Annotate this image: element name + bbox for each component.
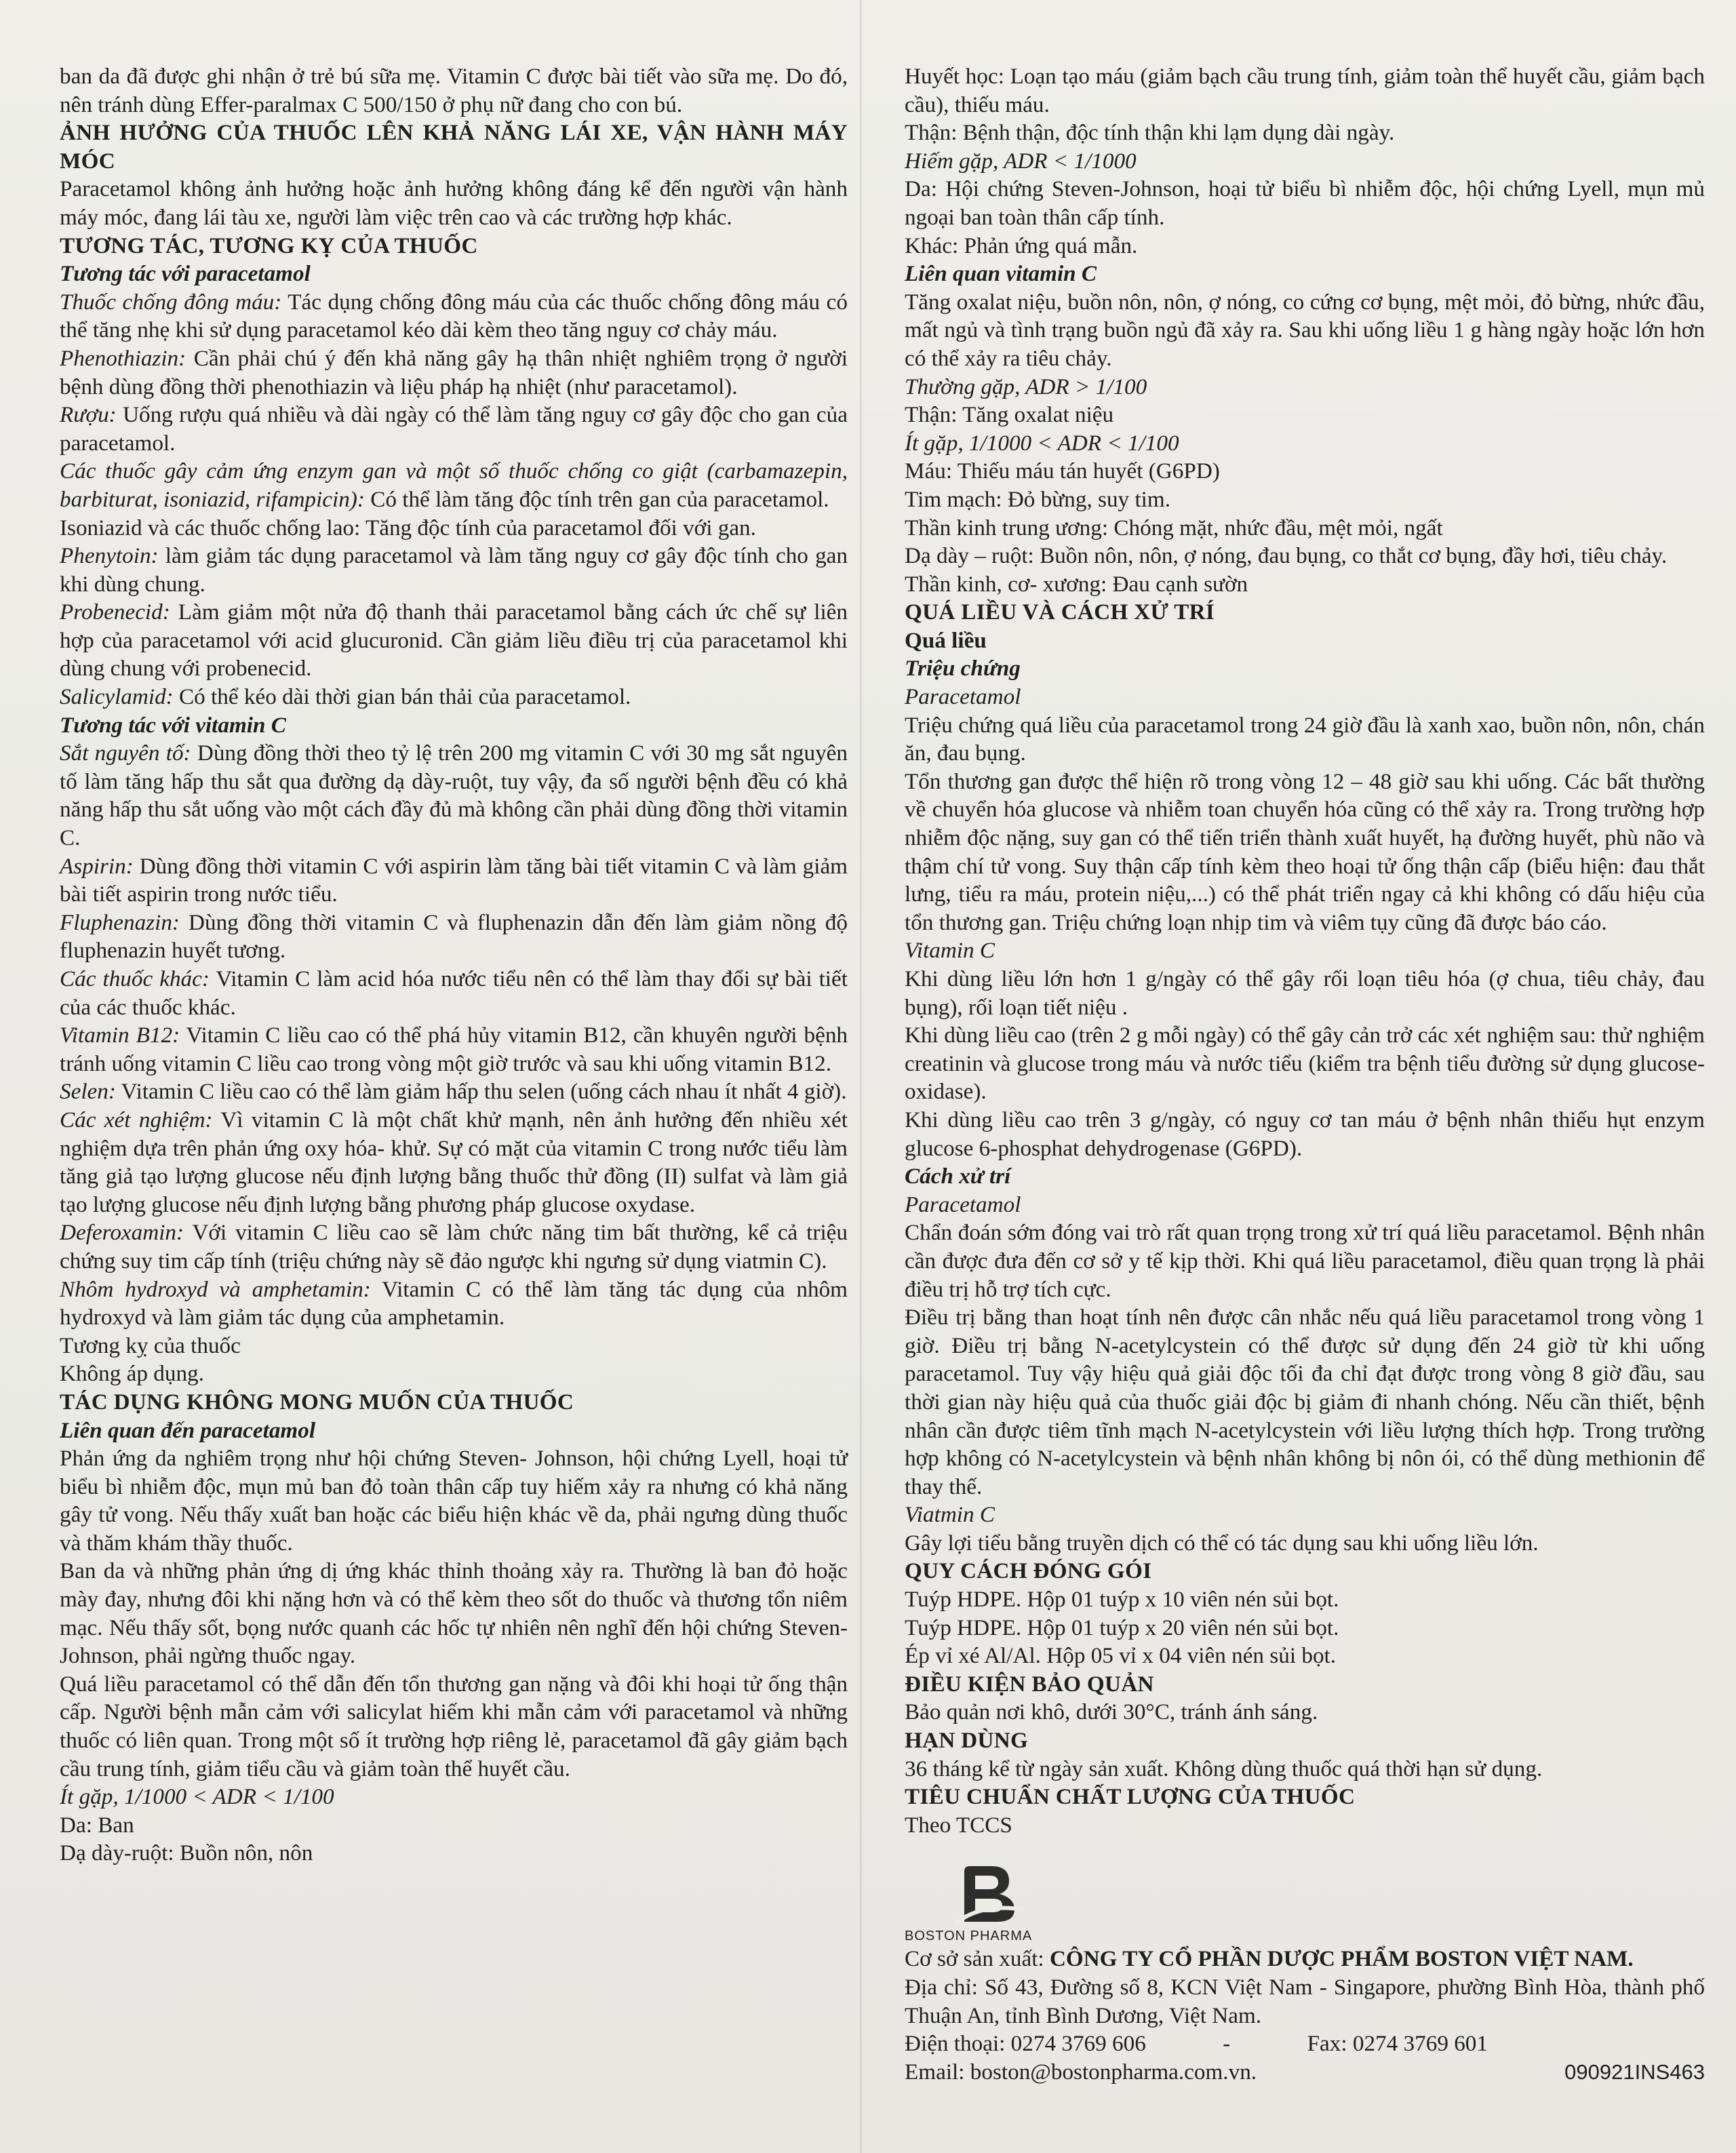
phone-fax-row [905, 2030, 1488, 2058]
interaction-item [60, 683, 848, 711]
interaction-item [60, 401, 848, 457]
overdose-paragraph: Tổn thương gan được thể hiện rõ trong vòng 12 – 48 giờ sau khi uống. Các bất thường về chuyển hóa glucose và nhiễm toan chuyển hóa cũng có thể xảy ra. Trong trường hợp nhiễm độc nặng, suy gan có thể tiến triển thành xuất huyết, hạ đường huyết, phù não và thậm chí tử vong. Suy thận cấp tính kèm theo hoại tử ống thận cấp (biểu hiện: đau thắt lưng, tiểu ra máu, protein niệu,...) có thể phát triển ngay cả khi không có dấu hiệu của tổn thương gan. Triệu chứng loạn nhịp tim và viêm tụy cũng đã được báo cáo. [905, 768, 1705, 935]
adverse-paragraph: Phản ứng da nghiêm trọng như hội chứng Steven- Johnson, hội chứng Lyell, hoại tử biểu bì nhiễm độc, mụn mủ ban đỏ toàn thân cấp tuy hiếm xảy ra nhưng có khả năng gây tử vong. Nếu thấy xuất ban hoặc các biểu hiện khác về da, phải ngưng dùng thuốc và thăm khám thầy thuốc. [60, 1446, 848, 1556]
storage-heading: ĐIỀU KIỆN BẢO QUẢN [905, 1671, 1154, 1697]
interaction-label: Fluphenazin: [60, 909, 180, 935]
interaction-item [60, 288, 848, 344]
treatment-paragraph: Gây lợi tiểu bằng truyền dịch có thể có tác dụng sau khi uống liều lớn. [905, 1530, 1539, 1556]
left-column [60, 62, 848, 1868]
adverse-paragraph: Ban da và những phản ứng dị ứng khác thỉnh thoảng xảy ra. Thường là ban đỏ hoặc mày đay, nhưng đôi khi nặng hơn và có thể kèm theo sốt do thuốc và thương tổn niêm mạc. Nếu thấy sốt, bọng nước quanh các hốc tự nhiên nên nghĩ đến hội chứng Steven-Johnson, phải ngừng thuốc ngay. [60, 1558, 848, 1669]
overdose-paragraph: Khi dùng liều cao trên 3 g/ngày, có nguy cơ tan máu ở bệnh nhân thiếu hụt enzym glucose 6-phosphat dehydrogenase (G6PD). [905, 1107, 1705, 1161]
frequency-uncommon: Ít gặp, 1/1000 < ADR < 1/100 [905, 430, 1179, 456]
interaction-text: Vitamin C liều cao có thể làm giảm hấp thu selen (uống cách nhau ít nhất 4 giờ). [115, 1079, 847, 1105]
interaction-heading: TƯƠNG TÁC, TƯƠNG KỴ CỦA THUỐC [60, 233, 478, 258]
boston-pharma-logo-icon [952, 1862, 1027, 1927]
interaction-label: Aspirin: [60, 853, 134, 879]
interaction-text: Có thể làm tăng độc tính trên gan của paracetamol. [364, 486, 829, 512]
interaction-text: Vitamin C liều cao có thể phá hủy vitamin B12, cần khuyên người bệnh tránh uống vitamin C liều cao trong vòng một giờ trước và sau khi uống vitamin B12. [60, 1023, 848, 1076]
interaction-label: Thuốc chống đông máu: [60, 289, 282, 315]
manufacturer-name: CÔNG TY CỔ PHẦN DƯỢC PHẨM BOSTON VIỆT NAM. [1049, 1946, 1634, 1972]
adverse-paragraph: Quá liều paracetamol có thể dẫn đến tổn thương gan nặng và đôi khi hoại tử ống thận cấp. Người bệnh mẫn cảm với salicylat hiếm khi mẫn cảm với paracetamol và những thuốc có liên quan. Trong một số ít trường hợp riêng lẻ, paracetamol đã gây giảm bạch cầu trung tính, giảm tiểu cầu và giảm toàn thể huyết cầu. [60, 1671, 848, 1781]
overdose-paragraph: Khi dùng liều lớn hơn 1 g/ngày có thể gây rối loạn tiêu hóa (ợ chua, tiêu chảy, đau bụng), rối loạn tiết niệu . [905, 966, 1705, 1020]
adverse-uncommon-item: Máu: Thiếu máu tán huyết (G6PD) [905, 458, 1220, 484]
quality-text: Theo TCCS [905, 1812, 1012, 1838]
interaction-text: Có thể kéo dài thời gian bán thải của paracetamol. [173, 684, 631, 710]
interaction-label: Các thuốc gây cảm ứng enzym gan và một số thuốc chống co giật (carbamazepin, barbiturat, isoniazid, rifampicin): [60, 458, 848, 512]
interaction-text: Vitamin C làm acid hóa nước tiểu nên có thể làm thay đổi sự bài tiết của các thuốc khác. [60, 966, 848, 1020]
adverse-rare-other: Khác: Phản ứng quá mẫn. [905, 233, 1138, 258]
vitamin-c-adverse-subheading: Liên quan vitamin C [905, 261, 1097, 287]
adverse-uncommon-item: Thần kinh, cơ- xương: Đau cạnh sườn [905, 571, 1248, 597]
interaction-label: Deferoxamin: [60, 1220, 184, 1246]
interaction-label: Vitamin B12: [60, 1023, 180, 1048]
interaction-label: Probenecid: [60, 599, 170, 625]
frequency-uncommon: Ít gặp, 1/1000 < ADR < 1/100 [60, 1784, 334, 1810]
treatment-paragraph: Chẩn đoán sớm đóng vai trò rất quan trọng trong xử trí quá liều paracetamol. Bệnh nhân cần được đưa đến cơ sở y tế kịp thời. Khi quá liều paracetamol, điều quan trọng là phải điều trị hỗ trợ tích cực. [905, 1220, 1705, 1302]
overdose-paragraph: Triệu chứng quá liều của paracetamol trong 24 giờ đầu là xanh xao, buồn nôn, nôn, chán ăn, đau bụng. [905, 712, 1705, 766]
paper-fold [860, 0, 862, 2153]
interaction-text: Vì vitamin C là một chất khử mạnh, nên ảnh hưởng đến nhiều xét nghiệm dựa trên phản ứng oxy hóa- khử. Sự có mặt của vitamin C trong nước tiểu làm tăng giả tạo lượng glucose nếu định lượng bằng thuốc thử đồng (II) sulfat và làm giả tạo lượng glucose nếu định lượng bằng phương pháp glucose oxydase. [60, 1107, 848, 1217]
adverse-gi: Dạ dày-ruột: Buồn nôn, nôn [60, 1840, 313, 1866]
driving-heading: ẢNH HƯỞNG CỦA THUỐC LÊN KHẢ NĂNG LÁI XE, VẬN HÀNH MÁY MÓC [60, 120, 848, 174]
intro-text: ban da đã được ghi nhận ở trẻ bú sữa mẹ. Vitamin C được bài tiết vào sữa mẹ. Do đó, nên tránh dùng Effer-paralmax C 500/150 ở phụ nữ đang cho con bú. [60, 64, 848, 117]
storage-text: Bảo quản nơi khô, dưới 30°C, tránh ánh sáng. [905, 1699, 1318, 1725]
document-code: 090921INS463 [1564, 2059, 1705, 2084]
interaction-text: Dùng đồng thời vitamin C và fluphenazin dẫn đến làm giảm nồng độ fluphenazin huyết tương. [60, 909, 848, 964]
interaction-item [60, 739, 848, 852]
interaction-item [60, 1219, 848, 1275]
paracetamol-adverse-subheading: Liên quan đến paracetamol [60, 1417, 316, 1443]
interaction-item [60, 598, 848, 683]
interaction-item [60, 1078, 848, 1106]
interaction-item [60, 514, 848, 542]
frequency-common: Thường gặp, ADR > 1/100 [905, 374, 1147, 399]
adverse-uncommon-item: Thần kinh trung ương: Chóng mặt, nhức đầu, mệt mỏi, ngất [905, 515, 1443, 540]
overdose-label: Quá liều [905, 627, 987, 653]
packaging-item: Tuýp HDPE. Hộp 01 tuýp x 20 viên nén sủi bọt. [905, 1615, 1339, 1640]
driving-text: Paracetamol không ảnh hưởng hoặc ảnh hưởng không đáng kể đến người vận hành máy móc, đang lái tàu xe, người làm việc trên cao và các trường hợp khác. [60, 176, 848, 230]
interaction-label: Các xét nghiệm: [60, 1107, 213, 1132]
adverse-kidney: Thận: Bệnh thận, độc tính thận khi lạm dụng dài ngày. [905, 120, 1395, 146]
separator: - [1223, 2031, 1231, 2057]
vitamin-c-interaction-subheading: Tương tác với vitamin C [60, 712, 286, 738]
interaction-item [60, 1106, 848, 1219]
interaction-text: Uống rượu quá nhiều và dài ngày có thể làm tăng nguy cơ gây độc cho gan của paracetamol. [60, 402, 848, 456]
adverse-uncommon-item: Dạ dày – ruột: Buồn nôn, nôn, ợ nóng, đau bụng, co thắt cơ bụng, đầy hơi, tiêu chảy. [905, 543, 1668, 569]
frequency-rare: Hiếm gặp, ADR < 1/1000 [905, 148, 1137, 174]
manufacturer-label: Cơ sở sản xuất: [905, 1946, 1050, 1972]
interaction-text: làm giảm tác dụng paracetamol và làm tăng nguy cơ gây độc tính cho gan khi dùng chung. [60, 543, 848, 597]
interaction-item [60, 1276, 848, 1332]
phone: Điện thoại: 0274 3769 606 [905, 2031, 1146, 2057]
interaction-text: Với vitamin C liều cao sẽ làm chức năng tim bất thường, kể cả triệu chứng suy tim cấp tính (triệu chứng này sẽ đảo ngược khi ngưng sử dụng viatmin C). [60, 1220, 848, 1273]
interaction-label: Salicylamid: [60, 684, 174, 710]
treatment-vitamin-c-label: Viatmin C [905, 1502, 995, 1528]
interaction-text: Dùng đồng thời vitamin C với aspirin làm tăng bài tiết vitamin C và làm giảm bài tiết aspirin trong nước tiểu. [60, 853, 848, 907]
interaction-label: Phenothiazin: [60, 345, 186, 371]
interaction-label: Sắt nguyên tố: [60, 740, 191, 766]
paracetamol-interaction-subheading: Tương tác với paracetamol [60, 261, 311, 287]
incompatibility-text: Không áp dụng. [60, 1361, 204, 1387]
treatment-subheading: Cách xử trí [905, 1164, 1011, 1189]
paracetamol-label: Paracetamol [905, 684, 1021, 710]
adverse-rare-skin: Da: Hội chứng Steven-Johnson, hoại tử biểu bì nhiễm độc, hội chứng Lyell, mụn mủ ngoại ban toàn thân cấp tính. [905, 176, 1705, 230]
interaction-text: Tác dụng chống đông máu của các thuốc chống đông máu có thể tăng nhẹ khi sử dụng paracetamol kéo dài kèm theo tăng nguy cơ chảy máu. [60, 289, 848, 343]
brand-name: BOSTON PHARMA [905, 1929, 1033, 1944]
adverse-uncommon-item: Tim mạch: Đỏ bừng, suy tim. [905, 486, 1170, 512]
adverse-effects-heading: TÁC DỤNG KHÔNG MONG MUỐN CỦA THUỐC [60, 1389, 574, 1415]
adverse-skin: Da: Ban [60, 1812, 134, 1838]
interaction-item [60, 457, 848, 513]
email-code-row [905, 2058, 1705, 2087]
interaction-item [60, 344, 848, 401]
expiry-heading: HẠN DÙNG [905, 1728, 1029, 1754]
email: Email: boston@bostonpharma.com.vn. [905, 2059, 1257, 2085]
interaction-item [60, 852, 848, 909]
interaction-text: Dùng đồng thời theo tỷ lệ trên 200 mg vitamin C với 30 mg sắt nguyên tố làm tăng hấp thu sắt qua đường dạ dày-ruột, tuy vậy, đa số người bệnh đều có khả năng hấp thu sắt uống vào một cách đầy đủ mà không cần phải dùng đồng thời vitamin C. [60, 740, 848, 851]
packaging-item: Tuýp HDPE. Hộp 01 tuýp x 10 viên nén sủi bọt. [905, 1587, 1339, 1613]
interaction-label: Rượu: [60, 402, 117, 428]
adverse-common-kidney: Thận: Tăng oxalat niệu [905, 402, 1114, 428]
interaction-item [60, 1021, 848, 1078]
interaction-text: Isoniazid và các thuốc chống lao: Tăng độc tính của paracetamol đối với gan. [60, 515, 756, 540]
manufacturer-line [905, 1945, 1705, 1973]
vitamin-c-adverse-text: Tăng oxalat niệu, buồn nôn, nôn, ợ nóng, co cứng cơ bụng, mệt mỏi, đỏ bừng, nhức đầu, mất ngủ và tình trạng buồn ngủ đã xảy ra. Sau khi uống liều 1 g hàng ngày hoặc lớn hơn có thể xảy ra tiêu chảy. [905, 289, 1705, 371]
adverse-blood: Huyết học: Loạn tạo máu (giảm bạch cầu trung tính, giảm toàn thể huyết cầu, giảm bạch cầu), thiếu máu. [905, 64, 1705, 117]
address: Địa chỉ: Số 43, Đường số 8, KCN Việt Nam - Singapore, phường Bình Hòa, thành phố Thuận An, tỉnh Bình Dương, Việt Nam. [905, 1975, 1705, 2028]
interaction-text: Cần phải chú ý đến khả năng gây hạ thân nhiệt nghiêm trọng ở người bệnh dùng đồng thời phenothiazin và liệu pháp hạ nhiệt (như paracetamol). [60, 345, 848, 399]
interaction-label: Các thuốc khác: [60, 966, 210, 991]
quality-heading: TIÊU CHUẨN CHẤT LƯỢNG CỦA THUỐC [905, 1784, 1356, 1810]
overdose-paragraph: Khi dùng liều cao (trên 2 g mỗi ngày) có thể gây cản trở các xét nghiệm sau: thử nghiệm creatinin và glucose trong máu và nước tiểu (kiểm tra bệnh tiểu đường sử dụng glucose-oxidase). [905, 1023, 1705, 1105]
interaction-text: Vitamin C có thể làm tăng tác dụng của nhôm hydroxyd và làm giảm tác dụng của amphetamin. [60, 1276, 848, 1330]
fax: Fax: 0274 3769 601 [1307, 2031, 1488, 2057]
packaging-item: Ép vỉ xé Al/Al. Hộp 05 vỉ x 04 viên nén sủi bọt. [905, 1643, 1337, 1669]
vitamin-c-label: Vitamin C [905, 938, 995, 964]
packaging-heading: QUY CÁCH ĐÓNG GÓI [905, 1558, 1152, 1584]
interaction-label: Phenytoin: [60, 543, 159, 569]
symptoms-subheading: Triệu chứng [905, 656, 1021, 682]
interaction-item [60, 965, 848, 1021]
treatment-paragraph: Điều trị bằng than hoạt tính nên được cân nhắc nếu quá liều paracetamol trong vòng 1 giờ. Điều trị bằng N-acetylcystein có thể được sử dụng đến 24 giờ từ khi uống paracetamol. Tuy vậy hiệu quả giải độc tối đa chỉ đạt được trong vòng 8 giờ đầu, sau thời gian này hiệu quả của thuốc giải độc bị giảm đi nhanh chóng. Nếu cần thiết, bệnh nhân cần được tiêm tĩnh mạch N-acetylcystein với liều lượng thích hợp. Trong trường hợp không có N-acetylcystein và bệnh nhân không bị nôn ói, có thể dùng methionin để thay thế. [905, 1305, 1705, 1499]
overdose-heading: QUÁ LIỀU VÀ CÁCH XỬ TRÍ [905, 599, 1215, 625]
treatment-paracetamol-label: Paracetamol [905, 1191, 1021, 1217]
interaction-text: Làm giảm một nửa độ thanh thải paracetamol bằng cách ức chế sự liên hợp của paracetamol với acid glucuronid. Cần giảm liều điều trị của paracetamol khi dùng chung với probenecid. [60, 599, 848, 682]
interaction-label: Selen: [60, 1079, 116, 1105]
interaction-item [60, 542, 848, 598]
manufacturer-block [905, 1862, 1705, 2086]
interaction-item [60, 909, 848, 965]
right-column [905, 62, 1705, 2086]
interaction-label: Nhôm hydroxyd và amphetamin: [60, 1276, 371, 1302]
expiry-text: 36 tháng kể từ ngày sản xuất. Không dùng thuốc quá thời hạn sử dụng. [905, 1756, 1543, 1781]
incompatibility-label: Tương kỵ của thuốc [60, 1332, 241, 1358]
